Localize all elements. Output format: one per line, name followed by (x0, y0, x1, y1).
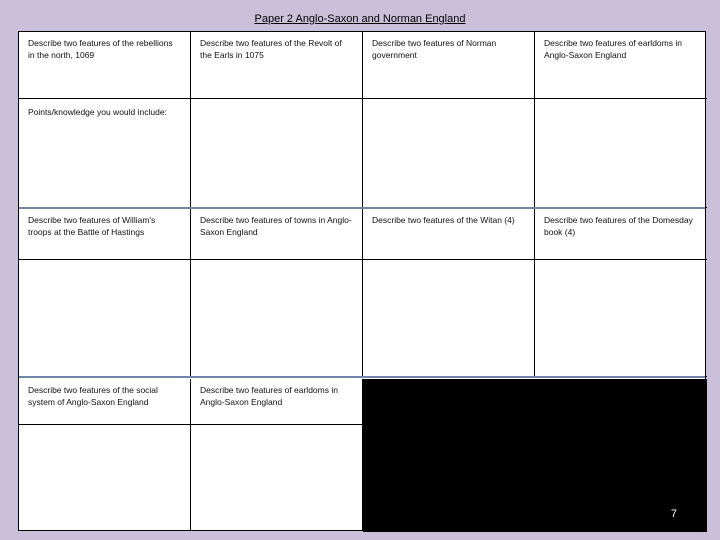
blank-black-panel (363, 379, 707, 532)
question-cell-social-system: Describe two features of the social system of Anglo-Saxon England (19, 379, 191, 425)
answer-box[interactable] (191, 425, 363, 530)
question-cell-revolt-earls: Describe two features of the Revolt of the Earls in 1075 (191, 32, 363, 99)
answer-box[interactable] (19, 260, 191, 377)
answer-box[interactable] (19, 425, 191, 530)
question-cell-earldoms-2: Describe two features of earldoms in Anglo-Saxon England (191, 379, 363, 425)
page-number: 7 (670, 508, 677, 520)
question-cell-witan: Describe two features of the Witan (4) (363, 209, 535, 260)
answer-box[interactable] (363, 260, 535, 377)
answer-box[interactable] (191, 260, 363, 377)
answer-box[interactable] (535, 99, 707, 208)
answer-box[interactable] (535, 260, 707, 377)
page-title: Paper 2 Anglo-Saxon and Norman England (254, 13, 466, 25)
question-grid (18, 31, 706, 531)
question-cell-norman-government: Describe two features of Norman government (363, 32, 535, 99)
answer-box[interactable] (191, 99, 363, 208)
answer-box[interactable] (19, 99, 191, 208)
question-cell-domesday: Describe two features of the Domesday book (4) (535, 209, 707, 260)
points-label: Points/knowledge you would include: (28, 107, 167, 117)
row-divider (19, 376, 705, 378)
question-cell-earldoms-1: Describe two features of earldoms in Anglo-Saxon England (535, 32, 707, 99)
answer-box[interactable] (363, 99, 535, 208)
question-cell-towns: Describe two features of towns in Anglo-Saxon England (191, 209, 363, 260)
question-cell-william-troops: Describe two features of William's troops at the Battle of Hastings (19, 209, 191, 260)
question-cell-rebellions-north: Describe two features of the rebellions in the north, 1069 (19, 32, 191, 99)
